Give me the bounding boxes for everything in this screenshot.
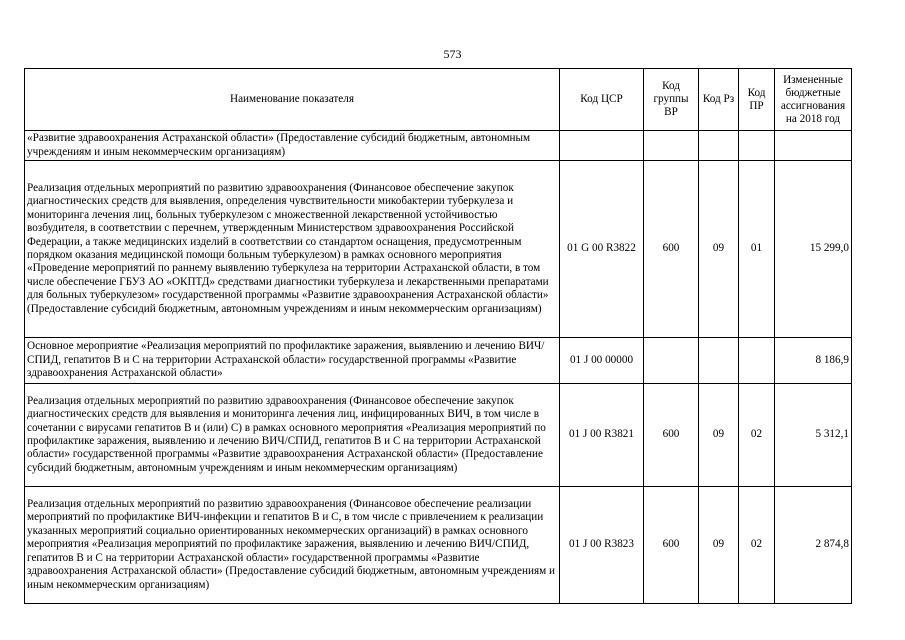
row-pr (739, 131, 775, 161)
header-vr: Код группы ВР (644, 69, 699, 131)
row-name: Реализация отдельных мероприятий по развитию здравоохранения (Финансовое обеспечение закупок диагностических средств для выявления, определения чувствительности микобактерии туберкулеза и мониторинга лечения лиц, больных туберкулезом с множественной лекарственной устойчивостью возбудителя, в соответствии с перечнем, утвержденным Министерством здравоохранения Российской Федерации, а также медицинских изделий в соответствии со стандартом оснащения, предусмотренным порядком оказания медицинской помощи больным туберкулезом) в рамках основного мероприятия «Проведение мероприятий по раннему выявлению туберкулеза на территории Астраханской области, в том числе обеспечение ГБУЗ АО «ОКПТД» средствами диагностики туберкулеза и лекарственными препаратами для больных туберкулезом» государственной программы «Развитие здравоохранения Астраханской области» (Предоставление субсидий бюджетным, автономным учреждениям и иным некоммерческим организациям) (25, 161, 560, 338)
table-row (25, 161, 852, 338)
row-csr (560, 131, 644, 161)
header-rz: Код Рз (699, 69, 739, 131)
row-amount: 15 299,0 (775, 161, 852, 338)
row-pr: 02 (739, 384, 775, 487)
header-name: Наименование показателя (25, 69, 560, 131)
row-csr: 01 J 00 R3823 (560, 487, 644, 604)
row-name: Реализация отдельных мероприятий по развитию здравоохранения (Финансовое обеспечение закупок диагностических средств для выявления и мониторинга лечения лиц, инфицированных ВИЧ, в том числе в сочетании с вирусами гепатитов В и (или) С) в рамках основного мероприятия «Реализация мероприятий по профилактике заражения, выявлению и лечению ВИЧ/СПИД, гепатитов В и С на территории Астраханской области» государственной программы «Развитие здравоохранения Астраханской области» (Предоставление субсидий бюджетным, автономным учреждениям и иным некоммерческим организациям) (25, 384, 560, 487)
row-amount: 8 186,9 (775, 338, 852, 384)
header-pr: Код ПР (739, 69, 775, 131)
budget-table (24, 68, 852, 604)
row-name: Реализация отдельных мероприятий по развитию здравоохранения (Финансовое обеспечение реализации мероприятий по профилактике ВИЧ-инфекции и гепатитов В и С, в том числе с привлечением к реализации указанных мероприятий социально ориентированных некоммерческих организаций) в рамках основного мероприятия «Реализация мероприятий по профилактике заражения, выявлению и лечению ВИЧ/СПИД, гепатитов В и С на территории Астраханской области» государственной программы «Развитие здравоохранения Астраханской области» (Предоставление субсидий бюджетным, автономным учреждениям и иным некоммерческим организациям) (25, 487, 560, 604)
row-vr (644, 131, 699, 161)
row-amount: 5 312,1 (775, 384, 852, 487)
row-csr: 01 G 00 R3822 (560, 161, 644, 338)
row-vr: 600 (644, 161, 699, 338)
row-name: «Развитие здравоохранения Астраханской области» (Предоставление субсидий бюджетным, автономным учреждениям и иным некоммерческим организациям) (25, 131, 560, 161)
table-row (25, 487, 852, 604)
row-vr: 600 (644, 384, 699, 487)
row-rz (699, 338, 739, 384)
header-csr: Код ЦСР (560, 69, 644, 131)
row-pr (739, 338, 775, 384)
row-vr: 600 (644, 487, 699, 604)
row-amount (775, 131, 852, 161)
table-row (25, 338, 852, 384)
row-rz: 09 (699, 487, 739, 604)
row-amount: 2 874,8 (775, 487, 852, 604)
row-name: Основное мероприятие «Реализация мероприятий по профилактике заражения, выявлению и лечению ВИЧ/СПИД, гепатитов В и С на территории Астраханской области» государственной программы «Развитие здравоохранения Астраханской области» (25, 338, 560, 384)
row-rz (699, 131, 739, 161)
row-csr: 01 J 00 R3821 (560, 384, 644, 487)
table-header-row (25, 69, 852, 131)
row-csr: 01 J 00 00000 (560, 338, 644, 384)
row-rz: 09 (699, 384, 739, 487)
table-row (25, 131, 852, 161)
row-rz: 09 (699, 161, 739, 338)
row-pr: 02 (739, 487, 775, 604)
table-row (25, 384, 852, 487)
row-vr (644, 338, 699, 384)
row-pr: 01 (739, 161, 775, 338)
header-amount: Измененные бюджетные ассигнования на 2018 год (775, 69, 852, 131)
page-number: 573 (443, 47, 462, 61)
